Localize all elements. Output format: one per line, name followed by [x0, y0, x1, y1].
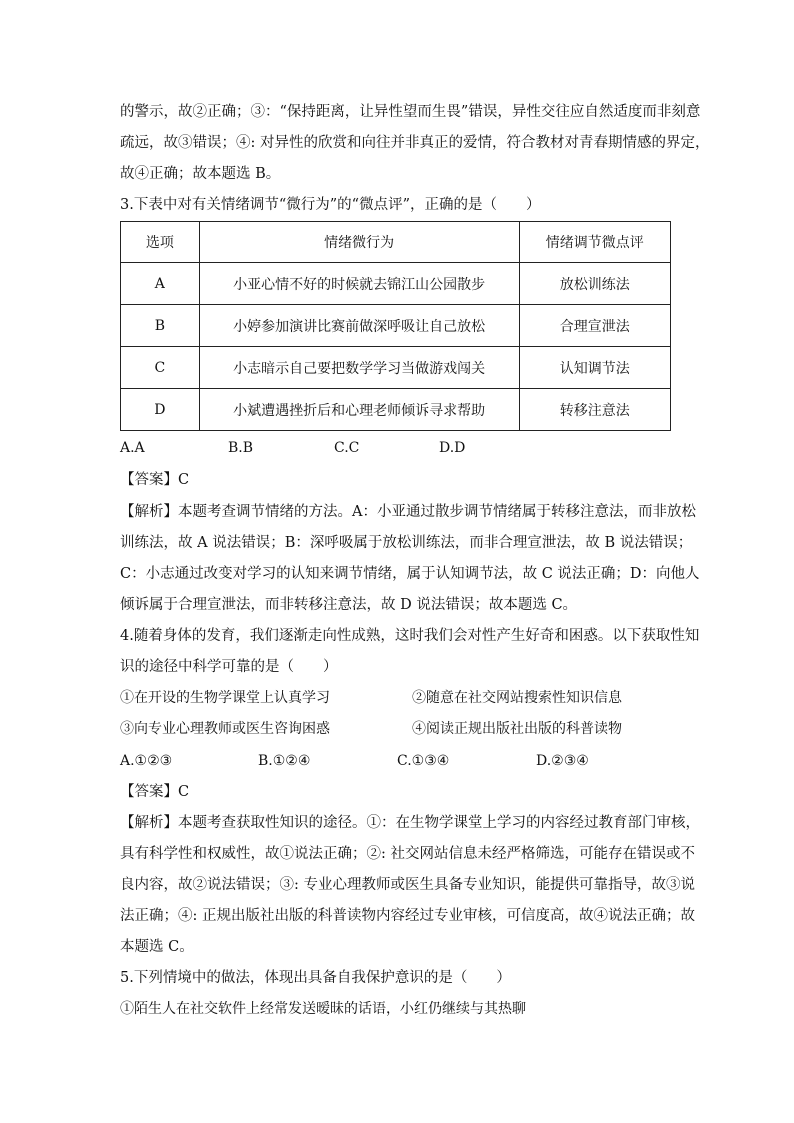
question-4-stem: 4.随着身体的发育，我们逐渐走向性成熟，这时我们会对性产生好奇和困惑。以下获取性知 — [120, 628, 700, 644]
analysis-line: 良内容，故②说法错误；③: 专业心理教师或医生具备专业知识，能提供可靠指导，故③说 — [120, 877, 695, 893]
analysis-line: 本题选 C。 — [120, 939, 194, 955]
statement-item: ②随意在社交网站搜索性知识信息 — [412, 690, 622, 706]
statement-item: ①在开设的生物学课堂上认真学习 — [120, 690, 330, 706]
question-4-stem: 识的途径中科学可靠的是（ ） — [120, 659, 338, 675]
table-cell: 放松训练法 — [519, 263, 670, 305]
table-cell: 小志暗示自己要把数学学习当做游戏闯关 — [199, 347, 519, 389]
statement-item: ③向专业心理教师或医生咨询困惑 — [120, 721, 330, 737]
choice-c: C.①③④ — [397, 753, 450, 769]
choice-d: D.②③④ — [536, 753, 589, 769]
analysis-line: 倾诉属于合理宣泄法，而非转移注意法，故 D 说法错误；故本题选 C。 — [120, 597, 578, 613]
choice-c: C.C — [334, 440, 360, 456]
table-cell: D — [121, 389, 200, 431]
analysis-line: 训练法，故 A 说法错误；B：深呼吸属于放松训练法，而非合理宣泄法，故 B 说法错误； — [120, 535, 693, 551]
table-header-cell: 情绪调节微点评 — [519, 222, 670, 263]
choice-d: D.D — [439, 440, 466, 456]
table-cell: 认知调节法 — [519, 347, 670, 389]
question-3-table — [120, 221, 671, 431]
table-header-row — [121, 222, 671, 263]
answer-line: 【答案】C — [120, 472, 190, 488]
table-row — [121, 263, 671, 305]
table-header-cell: 情绪微行为 — [199, 222, 519, 263]
analysis-line: 具有科学性和权威性，故①说法正确；②: 社交网站信息未经严格筛选，可能存在错误或不 — [120, 846, 695, 862]
analysis-line: 【解析】本题考查获取性知识的途径。①：在生物学课堂上学习的内容经过教育部门审核， — [120, 815, 700, 831]
choice-a: A.A — [120, 440, 145, 456]
table-cell: 转移注意法 — [519, 389, 670, 431]
text-line: 故④正确；故本题选 B。 — [120, 166, 281, 182]
table-cell: 小斌遭遇挫折后和心理老师倾诉寻求帮助 — [199, 389, 519, 431]
choice-a: A.①②③ — [120, 753, 173, 769]
answer-line: 【答案】C — [120, 784, 190, 800]
question-3-stem: 3.下表中对有关情绪调节“微行为”的“微点评”，正确的是（ ） — [120, 197, 541, 213]
table-cell: 小亚心情不好的时候就去锦江山公园散步 — [199, 263, 519, 305]
statement-item: ①陌生人在社交软件上经常发送暧昧的话语，小红仍继续与其热聊 — [120, 1001, 526, 1017]
table-cell: A — [121, 263, 200, 305]
table-header-cell: 选项 — [121, 222, 200, 263]
table-cell: C — [121, 347, 200, 389]
text-line: 的警示，故②正确；③：“保持距离，让异性望而生畏”错误，异性交往应自然适度而非刻意 — [120, 104, 701, 120]
analysis-line: 法正确；④: 正规出版社出版的科普读物内容经过专业审核，可信度高，故④说法正确；故 — [120, 908, 695, 924]
analysis-line: C：小志通过改变对学习的认知来调节情绪，属于认知调节法，故 C 说法正确；D：向他人 — [120, 566, 700, 582]
table-row — [121, 347, 671, 389]
table-cell: 合理宣泄法 — [519, 305, 670, 347]
table-row — [121, 305, 671, 347]
table-row — [121, 389, 671, 431]
choice-b: B.①②④ — [258, 753, 311, 769]
statement-item: ④阅读正规出版社出版的科普读物 — [412, 721, 622, 737]
text-line: 疏远，故③错误；④: 对异性的欣赏和向往并非真正的爱情，符合教材对青春期情感的界定， — [120, 135, 710, 151]
table-cell: B — [121, 305, 200, 347]
question-5-stem: 5.下列情境中的做法，体现出具备自我保护意识的是（ ） — [120, 970, 511, 986]
analysis-line: 【解析】本题考查调节情绪的方法。A：小亚通过散步调节情绪属于转移注意法，而非放松 — [120, 504, 696, 520]
table-cell: 小婷参加演讲比赛前做深呼吸让自己放松 — [199, 305, 519, 347]
choice-b: B.B — [228, 440, 254, 456]
